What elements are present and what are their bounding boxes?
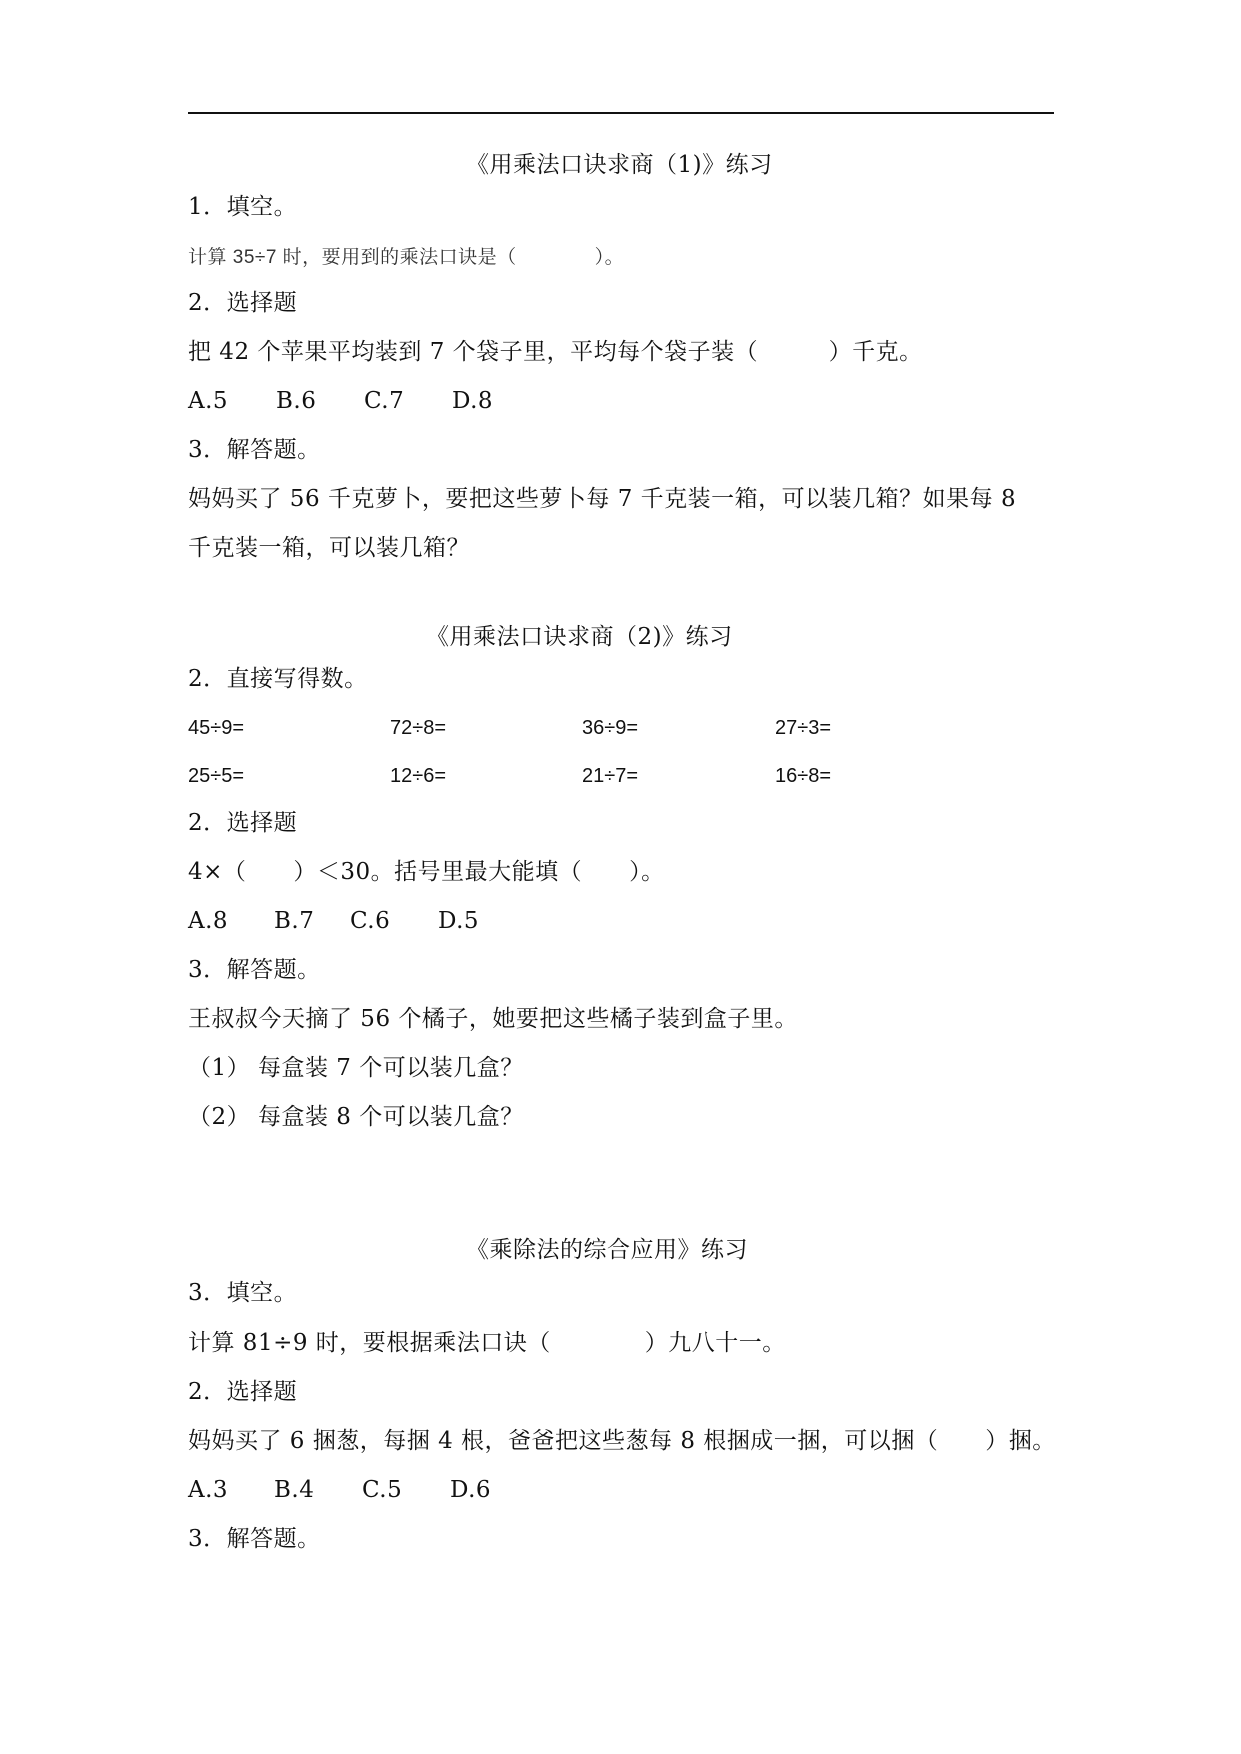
calc-item: 72÷8= [390, 717, 447, 739]
calc-item: 27÷3= [775, 717, 832, 739]
section-3-q2-options [188, 1475, 491, 1505]
option-c: C.5 [362, 1477, 403, 1503]
section-1-q2-options [188, 386, 493, 416]
section-2-q3-line1: 王叔叔今天摘了 56 个橘子，她要把这些橘子装到盒子里。 [188, 1006, 798, 1032]
section-3-q2-label: 2．选择题 [188, 1379, 298, 1405]
calc-item: 12÷6= [390, 765, 447, 787]
option-c: C.7 [364, 388, 405, 414]
option-c: C.6 [350, 908, 391, 934]
calc-item: 16÷8= [775, 765, 832, 787]
section-3-q2-text: 妈妈买了 6 捆葱，每捆 4 根，爸爸把这些葱每 8 根捆成一捆，可以捆（ ）捆。 [188, 1428, 1056, 1454]
section-2-q3-sub1: （1） 每盒装 7 个可以装几盒？ [188, 1055, 524, 1081]
option-d: D.5 [438, 908, 480, 934]
section-2-q2-text: 4×（ ）＜30。括号里最大能填（ ）。 [188, 859, 665, 885]
section-1-q3-line1: 妈妈买了 56 千克萝卜，要把这些萝卜每 7 千克装一箱，可以装几箱？如果每 8 [188, 486, 1017, 512]
section-3-q3-label: 3．解答题。 [188, 1526, 321, 1552]
section-2-q2-options [188, 906, 479, 936]
section-1-q2-label: 2．选择题 [188, 290, 298, 316]
section-2-q2-label: 2．选择题 [188, 810, 298, 836]
section-3-title: 《乘除法的综合应用》练习 [466, 1237, 748, 1263]
option-b: B.7 [274, 908, 315, 934]
option-d: D.6 [450, 1477, 492, 1503]
calc-item: 25÷5= [188, 765, 245, 787]
section-1-title: 《用乘法口诀求商（1)》练习 [466, 152, 773, 178]
calc-item: 45÷9= [188, 717, 245, 739]
section-1-q1-label: 1．填空。 [188, 194, 298, 220]
option-b: B.4 [274, 1477, 315, 1503]
option-a: A.8 [188, 908, 229, 934]
section-2-title: 《用乘法口诀求商（2)》练习 [426, 624, 733, 650]
section-2-q3-label: 3．解答题。 [188, 957, 321, 983]
calc-item: 36÷9= [582, 717, 639, 739]
section-1-q3-label: 3．解答题。 [188, 437, 321, 463]
section-3-q1-label: 3．填空。 [188, 1280, 298, 1306]
section-3-q1-text: 计算 81÷9 时，要根据乘法口诀（ ）九八十一。 [188, 1330, 786, 1356]
header-rule [188, 112, 1054, 114]
section-1-q3-line2: 千克装一箱，可以装几箱？ [188, 535, 470, 561]
section-2-q1-label: 2．直接写得数。 [188, 666, 368, 692]
section-2-q3-sub2: （2） 每盒装 8 个可以装几盒？ [188, 1104, 524, 1130]
option-a: A.5 [188, 388, 229, 414]
option-b: B.6 [276, 388, 317, 414]
option-d: D.8 [452, 388, 494, 414]
section-1-q2-text: 把 42 个苹果平均装到 7 个袋子里，平均每个袋子装（ ）千克。 [188, 339, 923, 365]
option-a: A.3 [188, 1477, 229, 1503]
calc-item: 21÷7= [582, 765, 639, 787]
section-1-q1-text: 计算 35÷7 时，要用到的乘法口诀是（ ）。 [188, 247, 625, 268]
